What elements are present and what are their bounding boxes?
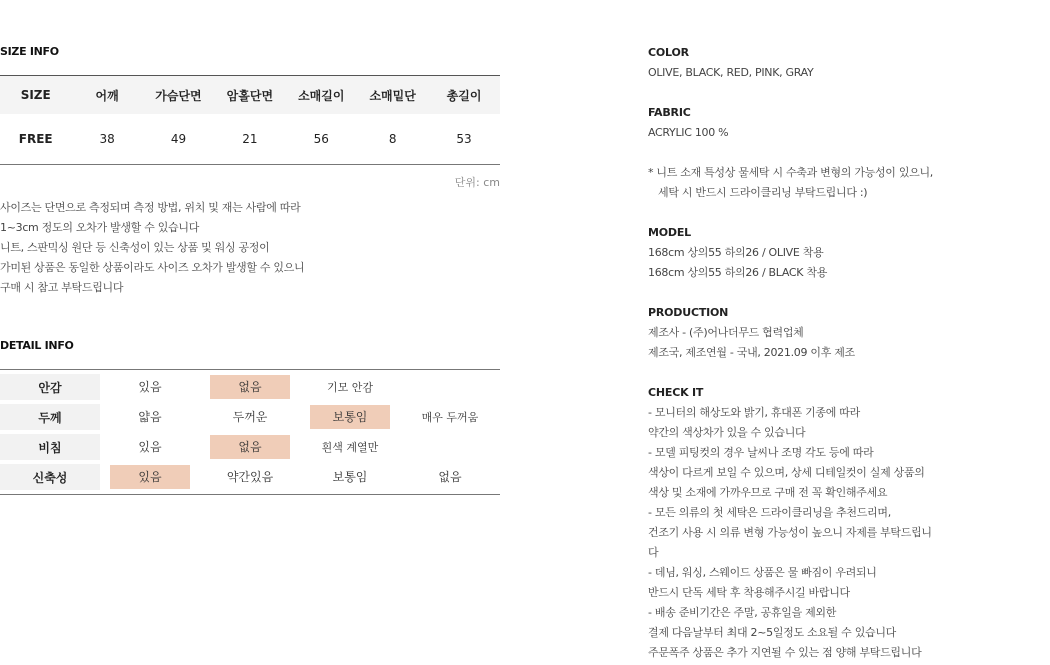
detail-table [0, 369, 500, 495]
size-header-cell: 가슴단면 [155, 88, 202, 103]
detail-option [410, 435, 490, 459]
size-value-cell: 56 [313, 132, 329, 146]
size-header-cell: 암홀단면 [226, 88, 274, 103]
detail-option: 있음 [110, 465, 190, 489]
detail-option: 보통임 [310, 405, 390, 429]
detail-option: 보통임 [332, 470, 368, 484]
detail-option: 흰색 계열만 [321, 440, 379, 454]
detail-option [410, 375, 490, 399]
check-it-line: - 데님, 워싱, 스웨이드 상품은 물 빠짐이 우려되니 [648, 566, 877, 579]
production-title: PRODUCTION [648, 306, 729, 319]
detail-option: 없음 [438, 470, 462, 484]
check-it-line: 약간의 색상차가 있을 수 있습니다 [648, 426, 806, 439]
model-line: 168cm 상의55 하의26 / OLIVE 착용 [648, 246, 824, 259]
check-it-line: 건조기 사용 시 의류 변형 가능성이 높으니 자제를 부탁드립니 [648, 526, 932, 539]
detail-option: 없음 [210, 375, 290, 399]
size-note-line: 가미된 상품은 동일한 상품이라도 사이즈 오차가 발생할 수 있으니 [0, 261, 305, 274]
production-line: 제조국, 제조연월 - 국내, 2021.09 이후 제조 [648, 346, 855, 359]
size-info-title: SIZE INFO [0, 45, 59, 58]
size-header-cell: 소매길이 [298, 88, 345, 103]
care-note-line: 세탁 시 반드시 드라이클리닝 부탁드립니다 :) [658, 186, 868, 199]
check-it-line: - 모든 의류의 첫 세탁은 드라이클리닝을 추천드리며, [648, 506, 891, 519]
detail-option: 없음 [210, 435, 290, 459]
detail-label: 안감 [0, 374, 100, 400]
size-value-cell: 8 [388, 132, 397, 146]
production-block [648, 303, 855, 363]
detail-option: 약간있음 [226, 470, 274, 484]
detail-option: 있음 [138, 380, 162, 394]
detail-info-title: DETAIL INFO [0, 339, 74, 352]
detail-row-sheerness [0, 432, 500, 462]
size-note-line: 니트, 스판믹싱 원단 등 신축성이 있는 상품 및 워싱 공정이 [0, 241, 270, 254]
detail-option: 얇음 [138, 410, 162, 424]
color-block [648, 43, 813, 83]
size-table [0, 75, 500, 165]
detail-label: 비침 [0, 434, 100, 460]
check-it-title: CHECK IT [648, 386, 704, 399]
detail-row-lining [0, 372, 500, 402]
color-title: COLOR [648, 46, 689, 59]
size-value-cell: 49 [170, 132, 187, 146]
size-header-cell: 소매밑단 [369, 88, 416, 103]
check-it-line: 색상 및 소재에 가까우므로 구매 전 꼭 확인해주세요 [648, 486, 888, 499]
model-block [648, 223, 827, 283]
production-line: 제조사 - (주)어나더무드 협력업체 [648, 326, 804, 339]
check-it-line: 결제 다음날부터 최대 2~5일정도 소요될 수 있습니다 [648, 626, 897, 639]
size-value-cell: 53 [456, 132, 472, 146]
size-note-line: 구매 시 참고 부탁드립니다 [0, 281, 124, 294]
check-it-block [648, 383, 932, 663]
size-header-cell: 총길이 [446, 88, 482, 103]
detail-option: 기모 안감 [326, 380, 373, 394]
detail-option: 두꺼운 [232, 410, 268, 424]
fabric-title: FABRIC [648, 106, 691, 119]
model-title: MODEL [648, 226, 691, 239]
care-note-block [648, 163, 933, 203]
check-it-line: 반드시 단독 세탁 후 착용해주시길 바랍니다 [648, 586, 850, 599]
size-header-cell: SIZE [20, 88, 51, 102]
size-value-cell: 38 [99, 132, 115, 146]
fabric-block [648, 103, 728, 143]
color-value: OLIVE, BLACK, RED, PINK, GRAY [648, 66, 814, 79]
size-unit-label: 단위: cm [454, 176, 500, 189]
detail-label: 신축성 [0, 464, 100, 490]
care-note-line: * 니트 소재 특성상 물세탁 시 수축과 변형의 가능성이 있으니, [648, 166, 933, 179]
size-table-header [0, 76, 500, 114]
detail-row-thickness [0, 402, 500, 432]
size-note-line: 사이즈는 단면으로 측정되며 측정 방법, 위치 및 재는 사람에 따라 [0, 201, 301, 214]
model-line: 168cm 상의55 하의26 / BLACK 착용 [648, 266, 828, 279]
size-note-line: 1~3cm 정도의 오차가 발생할 수 있습니다 [0, 221, 200, 234]
detail-option: 있음 [138, 440, 162, 454]
size-value-cell: FREE [18, 132, 53, 146]
size-notes [0, 198, 500, 298]
fabric-value: ACRYLIC 100 % [648, 126, 729, 139]
check-it-line: - 모델 피팅컷의 경우 날씨나 조명 각도 등에 따라 [648, 446, 874, 459]
check-it-line: 색상이 다르게 보일 수 있으며, 상세 디테일컷이 실제 상품의 [648, 466, 925, 479]
check-it-line: - 배송 준비기간은 주말, 공휴일을 제외한 [648, 606, 837, 619]
check-it-line: - 모니터의 해상도와 밝기, 휴대폰 기종에 따라 [648, 406, 860, 419]
detail-label: 두께 [0, 404, 100, 430]
size-value-cell: 21 [242, 132, 258, 146]
check-it-line: 주문폭주 상품은 추가 지연될 수 있는 점 양해 부탁드립니다 [648, 646, 922, 659]
size-table-row [0, 114, 500, 164]
detail-option: 매우 두꺼움 [421, 410, 479, 424]
check-it-line: 다 [648, 546, 659, 559]
size-header-cell: 어깨 [95, 88, 119, 103]
detail-row-stretch [0, 462, 500, 492]
